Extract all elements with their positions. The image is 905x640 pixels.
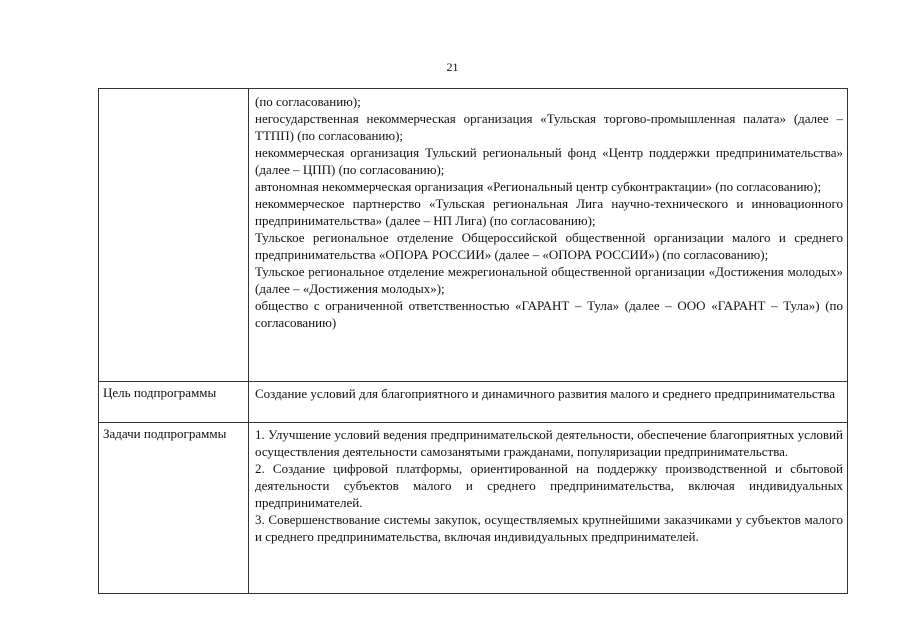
participant-item: общество с ограниченной ответственностью «ГАРАНТ – Тула» (далее – ООО «ГАРАНТ – Тула») (по согласованию) — [255, 298, 843, 330]
participant-item: Тульское региональное отделение Общероссийской общественной организации малого и среднего предпринимательства «ОПОРА РОССИИ» (далее – «ОПОРА РОССИИ») (по согласованию); — [255, 230, 843, 262]
task-item: 1. Улучшение условий ведения предпринимательской деятельности, обеспечение благоприятных условий осуществления деятельности самозанятыми гражданами, популяризации предпринимательства. — [255, 427, 843, 459]
participant-item: автономная некоммерческая организация «Региональный центр субконтрактации» (по согласованию); — [255, 179, 822, 194]
task-item: 3. Совершенствование системы закупок, осуществляемых крупнейшими заказчиками у субъектов малого и среднего предпринимательства, включая индивидуальных предпринимателей. — [255, 512, 843, 544]
goal-text: Создание условий для благоприятного и динамичного развития малого и среднего предпринимательства — [255, 386, 836, 401]
table-row — [99, 422, 847, 593]
participant-item: некоммерческая организация Тульский региональный фонд «Центр поддержки предпринимательства» (далее – ЦПП) (по согласованию); — [255, 145, 843, 177]
participant-item: (по согласованию); — [255, 94, 361, 109]
row-label-tasks: Задачи подпрограммы — [99, 422, 249, 593]
participant-item: некоммерческое партнерство «Тульская региональная Лига научно-технического и инновационного предпринимательства» (далее – НП Лига) (по согласованию); — [255, 196, 843, 228]
row-content — [249, 89, 847, 381]
row-content-tasks — [249, 422, 847, 593]
row-label-goal: Цель подпрограммы — [99, 381, 249, 422]
participant-item: Тульское региональное отделение межрегиональной общественной организации «Достижения молодых» (далее – «Достижения молодых»); — [255, 264, 843, 296]
row-content-goal — [249, 381, 847, 422]
participant-item: негосударственная некоммерческая организация «Тульская торгово-промышленная палата» (далее – ТТПП) (по согласованию); — [255, 111, 843, 143]
table-row — [99, 89, 847, 382]
row-label — [99, 89, 249, 381]
subprogram-table — [98, 88, 848, 594]
page-number: 21 — [446, 60, 459, 74]
table-row — [99, 381, 847, 423]
task-item: 2. Создание цифровой платформы, ориентированной на поддержку производственной и сбытовой деятельности субъектов малого и среднего предпринимательства, включая индивидуальных предпринимателей. — [255, 461, 843, 510]
